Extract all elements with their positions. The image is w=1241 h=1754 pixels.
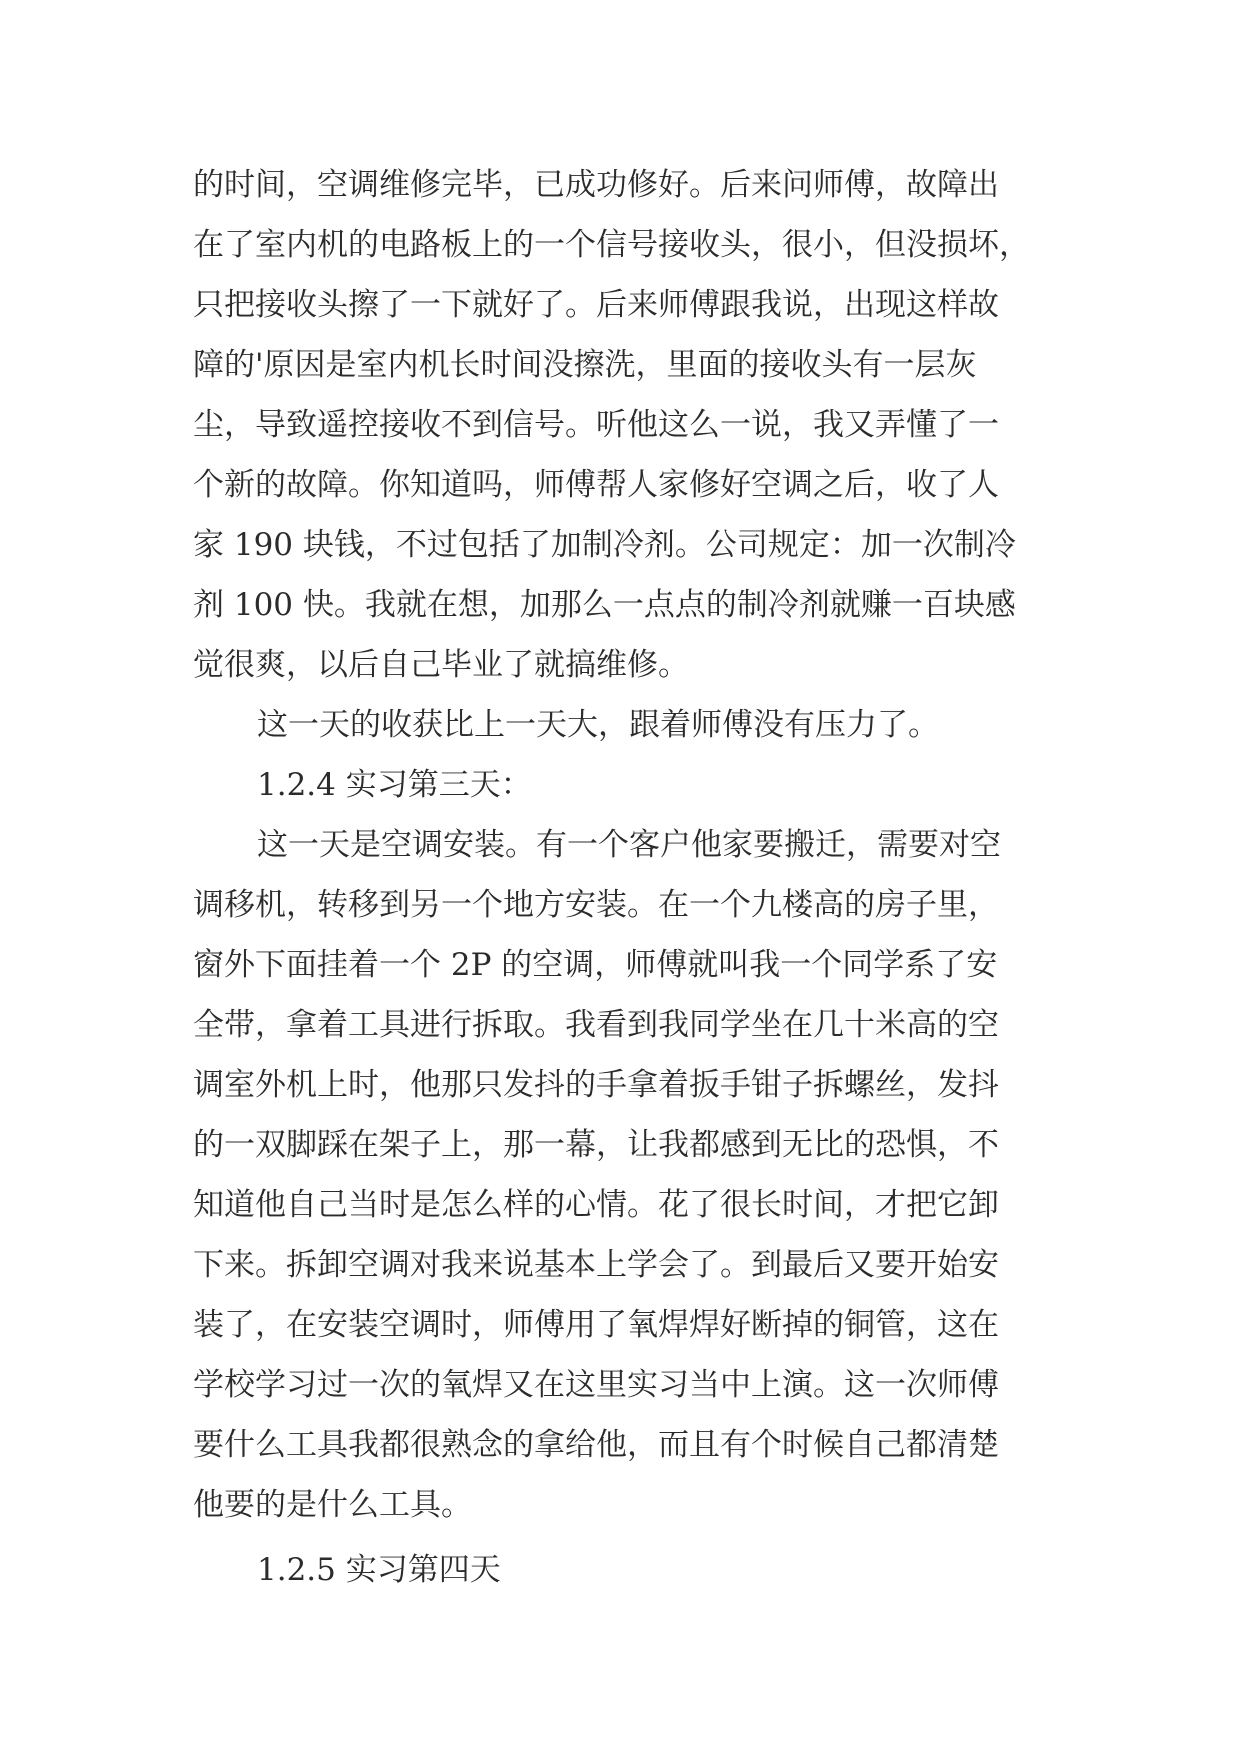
text-line: 障的'原因是室内机长时间没擦洗，里面的接收头有一层灰 bbox=[193, 347, 977, 383]
text-line: 他要的是什么工具。 bbox=[193, 1487, 472, 1523]
text-line: 学校学习过一次的氧焊又在这里实习当中上演。这一次师傅 bbox=[193, 1367, 999, 1403]
text-line: 窗外下面挂着一个 2P 的空调，师傅就叫我一个同学系了安 bbox=[193, 947, 998, 983]
section-heading: 1.2.4 实习第三天： bbox=[257, 767, 532, 803]
text-line: 要什么工具我都很熟念的拿给他，而且有个时候自己都清楚 bbox=[193, 1427, 999, 1463]
text-line: 在了室内机的电路板上的一个信号接收头，很小，但没损坏， bbox=[193, 227, 1030, 263]
text-line: 家 190 块钱，不过包括了加制冷剂。公司规定：加一次制冷 bbox=[193, 527, 1016, 563]
section-heading: 1.2.5 实习第四天 bbox=[257, 1552, 501, 1588]
text-line: 下来。拆卸空调对我来说基本上学会了。到最后又要开始安 bbox=[193, 1247, 999, 1283]
text-line: 调移机，转移到另一个地方安装。在一个九楼高的房子里， bbox=[193, 887, 999, 923]
text-line: 知道他自己当时是怎么样的心情。花了很长时间，才把它卸 bbox=[193, 1187, 999, 1223]
text-line: 只把接收头擦了一下就好了。后来师傅跟我说，出现这样故 bbox=[193, 287, 999, 323]
text-line: 的一双脚踩在架子上，那一幕，让我都感到无比的恐惧，不 bbox=[193, 1127, 999, 1163]
paragraph-line: 这一天是空调安装。有一个客户他家要搬迁，需要对空 bbox=[257, 827, 1001, 863]
text-line: 的时间，空调维修完毕，已成功修好。后来问师傅，故障出 bbox=[193, 167, 999, 203]
text-line: 调室外机上时，他那只发抖的手拿着扳手钳子拆螺丝，发抖 bbox=[193, 1067, 999, 1103]
paragraph-line: 这一天的收获比上一天大，跟着师傅没有压力了。 bbox=[257, 707, 939, 743]
text-line: 全带，拿着工具进行拆取。我看到我同学坐在几十米高的空 bbox=[193, 1007, 999, 1043]
text-line: 装了，在安装空调时，师傅用了氧焊焊好断掉的铜管，这在 bbox=[193, 1307, 999, 1343]
text-line: 尘，导致遥控接收不到信号。听他这么一说，我又弄懂了一 bbox=[193, 407, 999, 443]
text-line: 个新的故障。你知道吗，师傅帮人家修好空调之后，收了人 bbox=[193, 467, 999, 503]
text-line: 剂 100 快。我就在想，加那么一点点的制冷剂就赚一百块感 bbox=[193, 587, 1016, 623]
text-line: 觉很爽，以后自己毕业了就搞维修。 bbox=[193, 647, 689, 683]
